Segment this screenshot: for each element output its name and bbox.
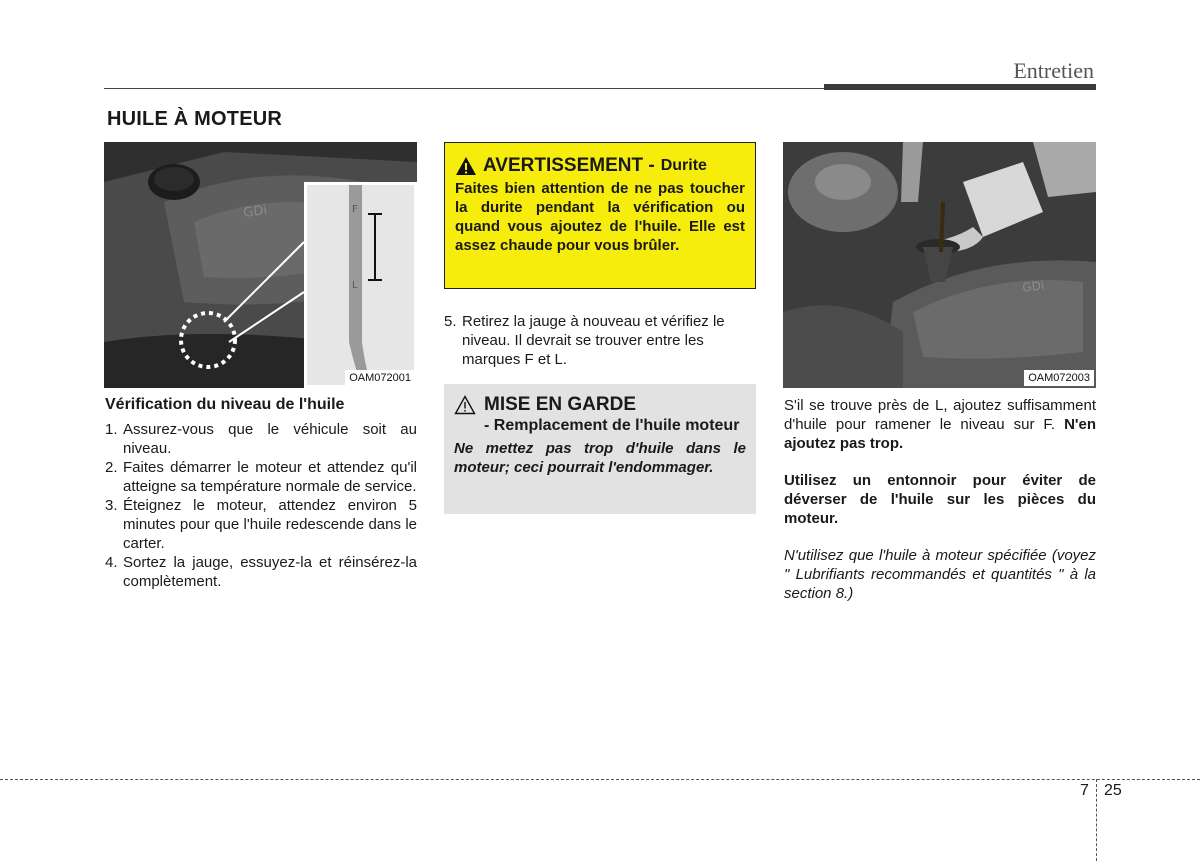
- step-item: [105, 553, 417, 591]
- warning-body: Faites bien attention de ne pas toucher la durite pendant la vérification ou quand vous ajoutez de l'huile. Elle est assez chaude pour vous brûler.: [455, 180, 745, 254]
- step-five: [444, 312, 756, 369]
- oil-check-section: [105, 396, 417, 591]
- running-header: Entretien: [1013, 58, 1094, 83]
- step-item: [105, 458, 417, 496]
- image-caption: OAM072001: [345, 370, 415, 386]
- header-rule-accent: [824, 84, 1096, 90]
- step-item: [105, 420, 417, 458]
- section-number: 7: [1080, 782, 1089, 799]
- oil-check-steps: [105, 420, 417, 591]
- step-number: 1.: [105, 421, 118, 438]
- step-number: 2.: [105, 459, 118, 476]
- page-number: 25: [1104, 782, 1122, 799]
- engine-dipstick-illustration: [104, 142, 417, 388]
- specified-oil-note: N'utilisez que l'huile à moteur spécifiée (voyez " Lubrifiants recommandés et quantités " à la section 8.): [784, 547, 1096, 602]
- footer-rule: [0, 779, 1200, 780]
- step-item: [105, 496, 417, 553]
- step-number: 3.: [105, 497, 118, 514]
- footer-divider: [1096, 779, 1097, 861]
- image-caption: OAM072003: [1024, 370, 1094, 386]
- step-item: [444, 312, 756, 369]
- step-text: Sortez la jauge, essuyez-la et réinsérez-la complètement.: [123, 554, 417, 590]
- engine-cover-marking: GDi: [242, 202, 269, 221]
- warning-subtitle: Durite: [660, 157, 707, 174]
- step-text: Assurez-vous que le véhicule soit au niveau.: [123, 421, 417, 457]
- step-text: Éteignez le moteur, attendez environ 5 minutes pour que l'huile redescende dans le carter.: [123, 497, 417, 552]
- dipstick-mark-full: F: [352, 204, 358, 215]
- caution-triangle-icon: [454, 395, 476, 415]
- step-number: 4.: [105, 554, 118, 571]
- caution-box: [444, 384, 756, 514]
- oil-pouring-photo: [783, 142, 1096, 388]
- caution-subtitle: - Remplacement de l'huile moteur: [484, 417, 740, 434]
- warning-title: AVERTISSEMENT -: [483, 155, 655, 176]
- refill-paragraph: [784, 396, 1096, 453]
- step-text: Faites démarrer le moteur et attendez qu'il atteigne sa température normale de service.: [123, 459, 417, 495]
- step-text: Retirez la jauge à nouveau et vérifiez le niveau. Il devrait se trouver entre les marques F et L.: [462, 313, 725, 368]
- caution-body: Ne mettez pas trop d'huile dans le moteur; ceci pourrait l'endommager.: [454, 440, 746, 476]
- oil-refill-section: [784, 396, 1096, 621]
- caution-title: MISE EN GARDE: [484, 394, 637, 415]
- engine-cover-marking: GDi: [1021, 278, 1046, 295]
- refill-emphasis: N'en ajoutez pas trop.: [784, 416, 1096, 452]
- oil-check-heading: Vérification du niveau de l'huile: [105, 396, 345, 413]
- refill-text: S'il se trouve près de L, ajoutez suffisamment d'huile pour ramener le niveau sur F.: [784, 397, 1096, 433]
- warning-triangle-icon: [455, 156, 477, 176]
- funnel-note: Utilisez un entonnoir pour éviter de déverser de l'huile sur les pièces du moteur.: [784, 472, 1096, 527]
- dipstick-mark-low: L: [352, 280, 358, 291]
- warning-box: [444, 142, 756, 289]
- warning-header: [455, 155, 745, 177]
- engine-dipstick-photo: [104, 142, 417, 388]
- caution-header: [454, 394, 746, 416]
- oil-pouring-illustration: [783, 142, 1096, 388]
- section-title: HUILE À MOTEUR: [107, 108, 283, 130]
- step-number: 5.: [444, 313, 457, 330]
